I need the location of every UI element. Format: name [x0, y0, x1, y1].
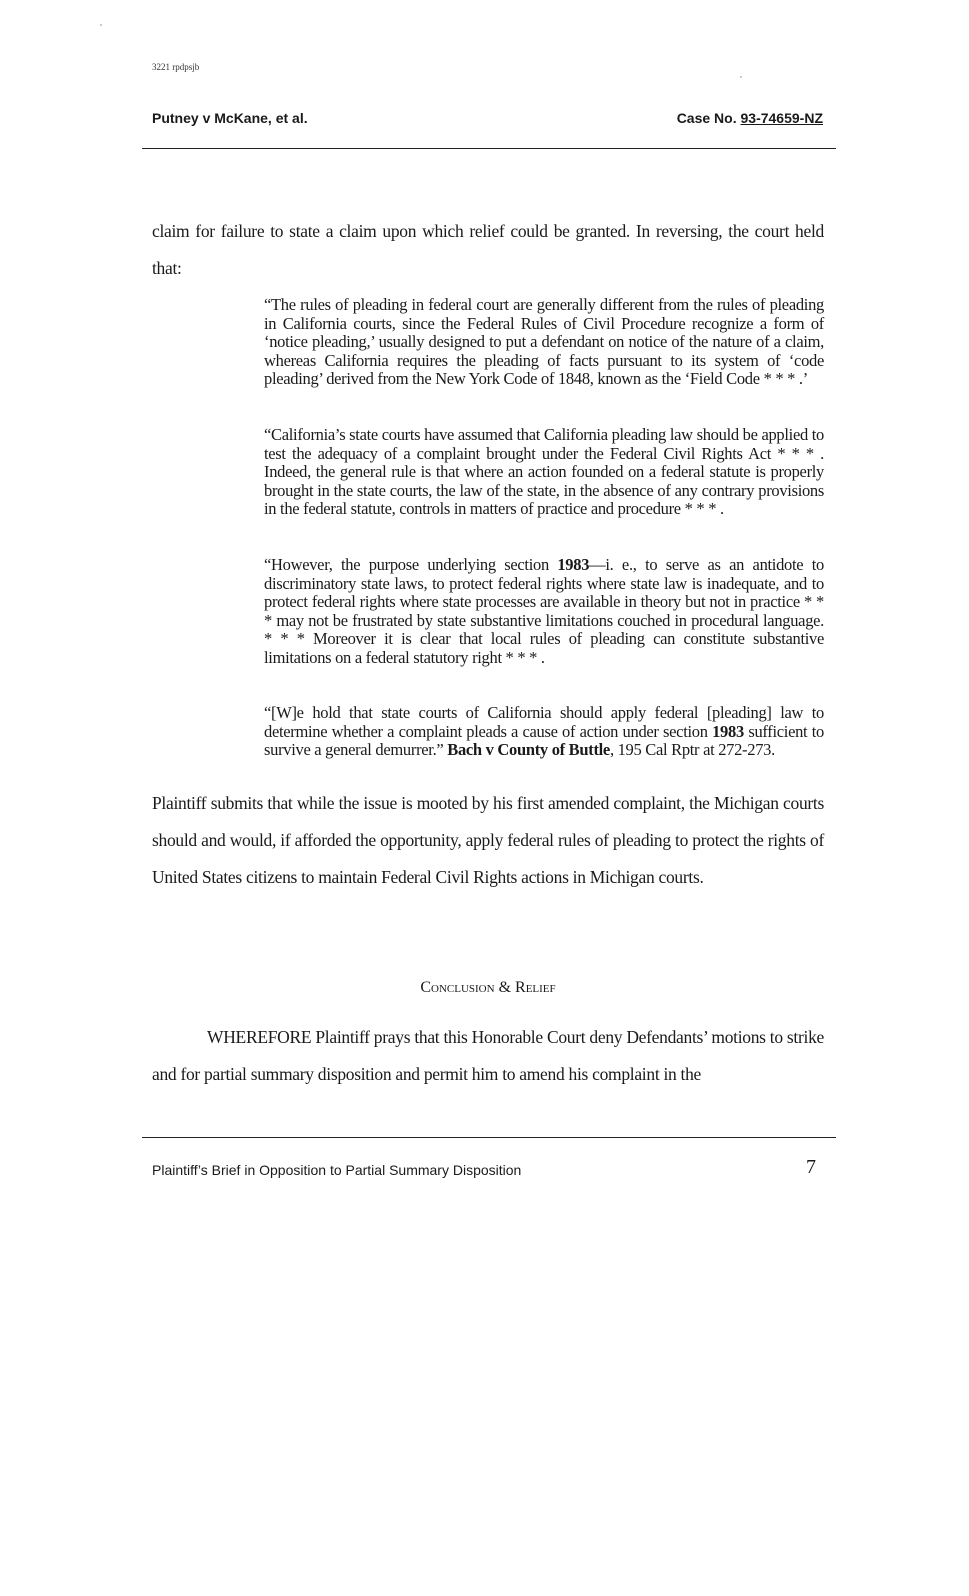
case-number-block [677, 110, 823, 126]
block-quote: “California’s state courts have assumed that California pleading law should be applied to test the adequacy of a complaint brought under the Federal Civil Rights Act * * * . Indeed, the general rule is that where an action founded on a federal statute is properly brought in the state courts, the law of the state, in the absence of any contrary provisions in the federal statute, controls in matters of practice and procedure * * * . [264, 425, 824, 518]
block-quote [264, 556, 824, 667]
page-number: 7 [806, 1156, 816, 1178]
case-title: Putney v McKane, et al. [152, 110, 308, 126]
header-rule [142, 148, 836, 149]
quote-text: , 195 Cal Rptr at 272-273. [609, 740, 775, 759]
quote-bold-text: 1983 [557, 555, 590, 574]
scan-speck [100, 24, 102, 26]
footer-title: Plaintiff’s Brief in Opposition to Partial Summary Disposition [152, 1162, 522, 1178]
quote-text: sufficient to survive a general demurrer.” [264, 721, 824, 759]
case-number: 93-74659-NZ [740, 110, 823, 126]
quote-text: —i. e., to serve as an antidote to discriminatory state laws, to protect federal rights where state law is inadequate, and to protect federal rights where state processes are available in theory but not in practice * * * may not be frustrated by state substantive limitations couched in procedural language. * * * Moreover it is clear that local rules of pleading can constitute substantive limitations on a federal statutory right * * * . [264, 555, 824, 667]
section-heading: Conclusion & Relief [420, 979, 556, 996]
block-quote: “The rules of pleading in federal court are generally different from the rules of pleading in California courts, since the Federal Rules of Civil Procedure recognize a form of ‘notice pleading,’ usually designed to put a defendant on notice of the nature of a claim, whereas California requires the pleading of facts pursuant to its system of ‘code pleading’ derived from the New York Code of 1848, known as the ‘Field Code * * * .’ [264, 295, 824, 388]
body-paragraph: Plaintiff submits that while the issue is mooted by his first amended complaint, the Michigan courts should and would, if afforded the opportunity, apply federal rules of pleading to protect the rights of United States citizens to maintain Federal Civil Rights actions in Michigan courts. [152, 793, 824, 887]
body-paragraph: claim for failure to state a claim upon which relief could be granted. In reversing, the court held that: [152, 221, 824, 278]
body-paragraph: WHEREFORE Plaintiff prays that this Honorable Court deny Defendants’ motions to strike and for partial summary disposition and permit him to amend his complaint in the [152, 1027, 824, 1084]
case-label: Case No. [676, 110, 737, 126]
block-quote [264, 704, 824, 760]
quote-text: “[W]e hold that state courts of California should apply federal [pleading] law to determine whether a complaint pleads a cause of action under section [264, 703, 824, 741]
footer-rule [142, 1137, 836, 1138]
quote-text: “However, the purpose underlying section [264, 555, 558, 574]
quote-bold-text: 1983 [712, 721, 744, 741]
scan-speck [740, 76, 742, 78]
document-code: 3221 rpdpsjb [152, 62, 200, 72]
case-citation: Bach v County of Buttle [447, 740, 610, 759]
